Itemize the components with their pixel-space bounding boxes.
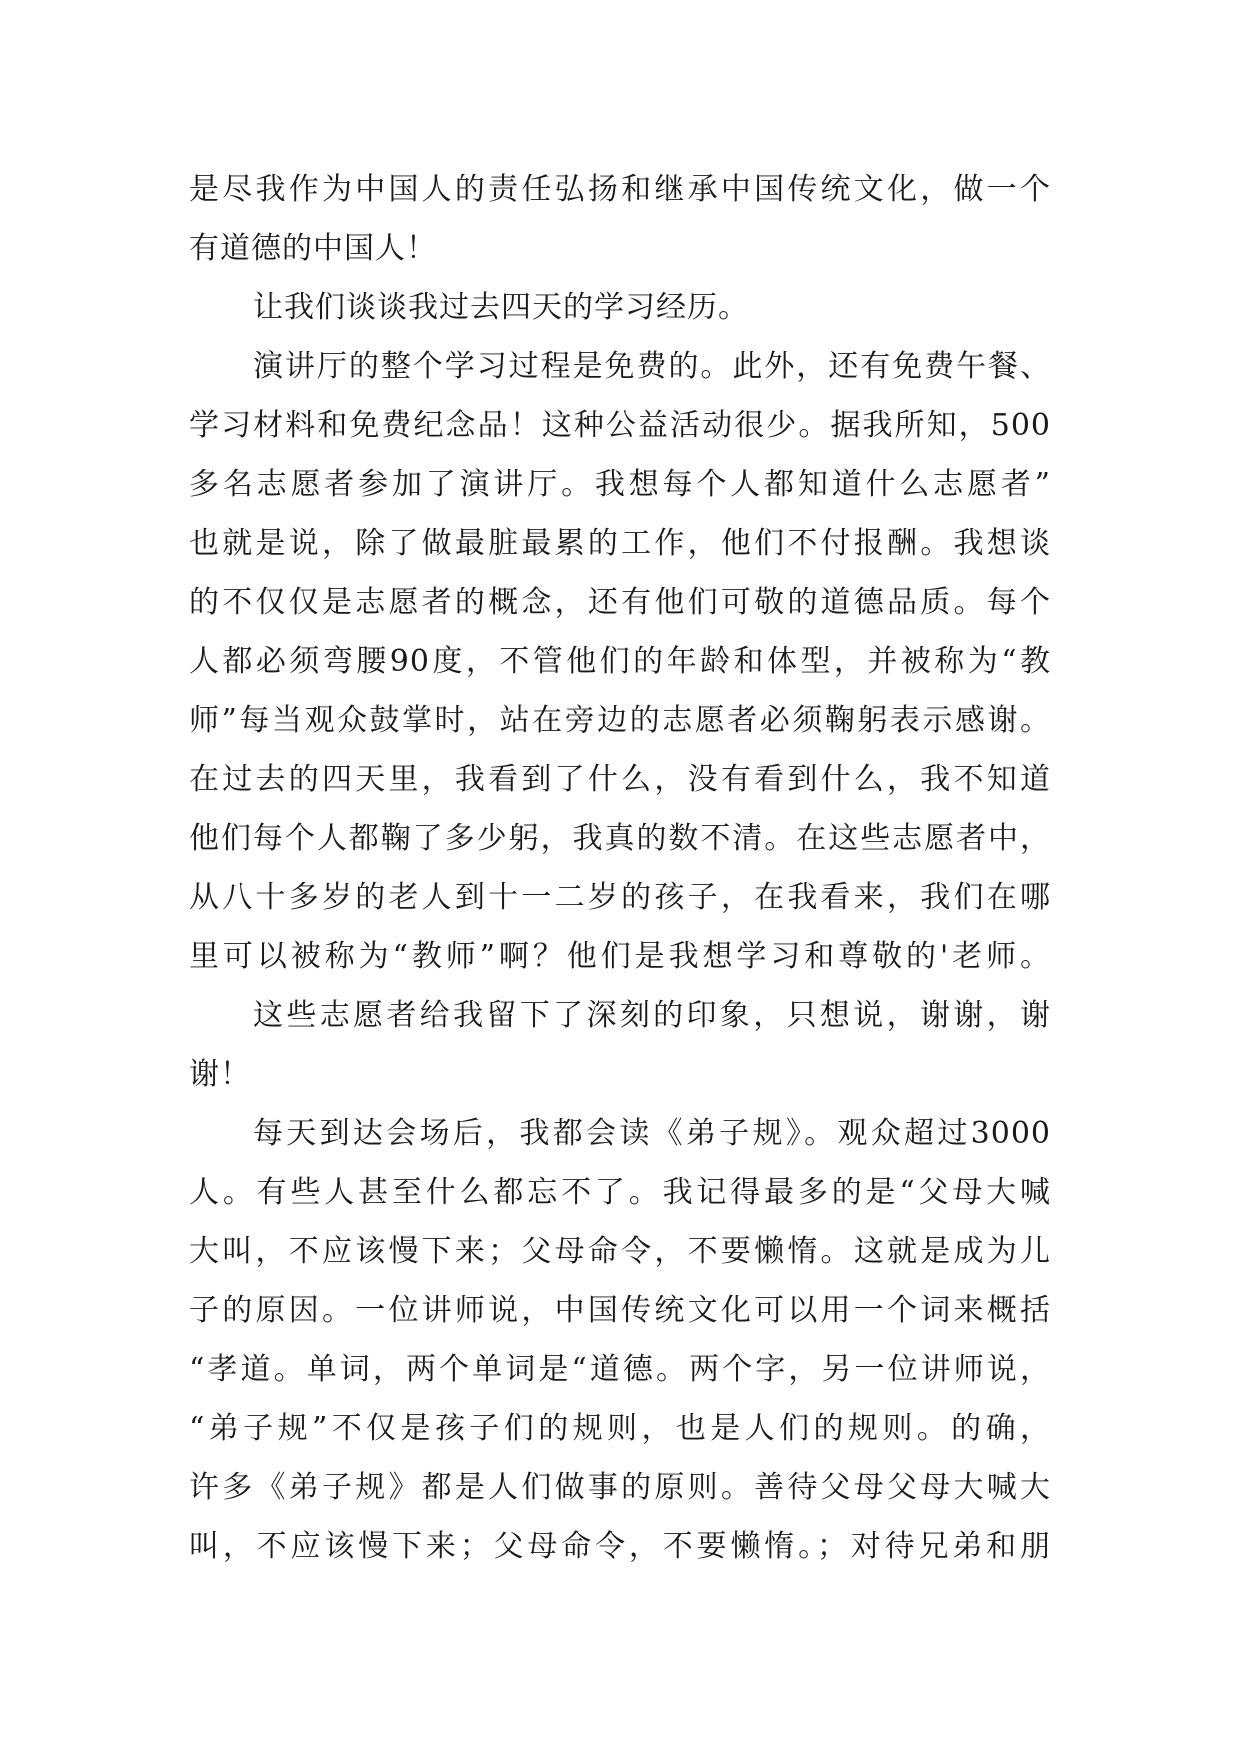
text-line: 演讲厅的整个学习过程是免费的。此外，还有免费午餐、	[253, 349, 1051, 384]
text-line: 学习材料和免费纪念品！这种公益活动很少。据我所知，500	[189, 408, 1051, 443]
text-line: 里可以被称为“教师”啊？他们是我想学习和尊敬的'老师。	[189, 939, 1051, 974]
text-line: 许多《弟子规》都是人们做事的原则。善待父母父母大喊大	[189, 1470, 1051, 1505]
text-line: 让我们谈谈我过去四天的学习经历。	[253, 290, 749, 325]
text-line: 谢！	[189, 1057, 251, 1092]
text-line: 是尽我作为中国人的责任弘扬和继承中国传统文化，做一个	[189, 172, 1051, 207]
text-line: 的不仅仅是志愿者的概念，还有他们可敬的道德品质。每个	[189, 585, 1051, 620]
text-line: 他们每个人都鞠了多少躬，我真的数不清。在这些志愿者中，	[189, 821, 1051, 856]
text-line: 也就是说，除了做最脏最累的工作，他们不付报酬。我想谈	[189, 526, 1051, 561]
text-line: 人都必须弯腰90度，不管他们的年龄和体型，并被称为“教	[189, 644, 1051, 679]
text-line: 从八十多岁的老人到十一二岁的孩子，在我看来，我们在哪	[189, 880, 1051, 915]
text-line: “孝道。单词，两个单词是“道德。两个字，另一位讲师说，	[189, 1352, 1051, 1387]
text-line: 人。有些人甚至什么都忘不了。我记得最多的是“父母大喊	[189, 1175, 1051, 1210]
body-text	[189, 160, 1051, 1576]
text-line: 多名志愿者参加了演讲厅。我想每个人都知道什么志愿者”	[189, 467, 1051, 502]
text-line: 每天到达会场后，我都会读《弟子规》。观众超过3000	[253, 1116, 1051, 1151]
text-line: 子的原因。一位讲师说，中国传统文化可以用一个词来概括	[189, 1293, 1051, 1328]
text-line: “弟子规”不仅是孩子们的规则，也是人们的规则。的确，	[189, 1411, 1051, 1446]
text-line: 在过去的四天里，我看到了什么，没有看到什么，我不知道	[189, 762, 1051, 797]
text-line: 大叫，不应该慢下来；父母命令，不要懒惰。这就是成为儿	[189, 1234, 1051, 1269]
text-line: 师”每当观众鼓掌时，站在旁边的志愿者必须鞠躬表示感谢。	[189, 703, 1051, 738]
text-line: 这些志愿者给我留下了深刻的印象，只想说，谢谢，谢	[253, 998, 1051, 1033]
text-line: 有道德的中国人！	[189, 231, 437, 266]
text-line: 叫，不应该慢下来；父母命令，不要懒惰。；对待兄弟和朋	[189, 1529, 1051, 1564]
